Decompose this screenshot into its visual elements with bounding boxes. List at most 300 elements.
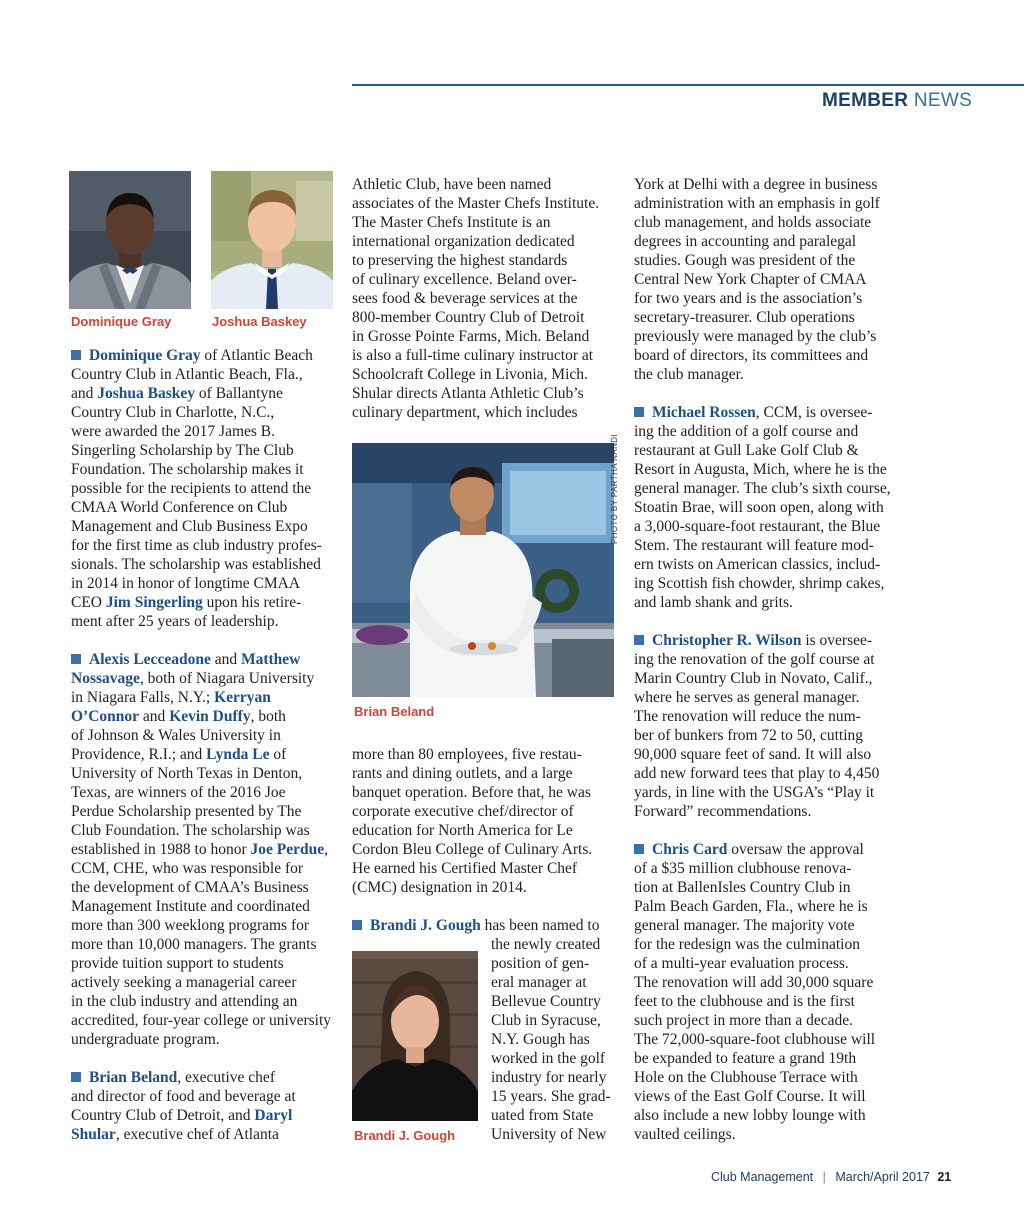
text-run: University of North Texas in Denton, [71,765,303,782]
text-line [634,555,891,574]
text-run: Management Institute and coordinated [71,898,310,915]
text-run: , both of Niagara University [139,670,315,687]
text-line [634,935,875,954]
text-line [71,1106,296,1125]
text-line [634,422,891,441]
footer-publication: Club Management [711,1170,814,1184]
item-brandi-gough-continued [634,175,880,384]
text-line [71,669,331,688]
bullet-square-icon [634,407,644,417]
text-run: worked in the golf [491,1050,606,1067]
text-line [491,954,611,973]
member-name: Lynda Le [206,746,270,763]
text-line [71,460,322,479]
brian-beland-caption: Brian Beland [354,704,435,719]
text-run: be expanded to feature a grand 19th [634,1050,857,1067]
brandi-gough-caption: Brandi J. Gough [354,1128,456,1143]
text-line [71,441,322,460]
footer-issue: March/April 2017 [835,1170,930,1184]
text-run: , both [250,708,286,725]
text-run: 800-member Country Club of Detroit [352,309,585,326]
text-line [634,403,891,422]
text-run: more than 10,000 managers. The grants [71,936,317,953]
page-footer [711,1170,951,1184]
text-run: previously were managed by the club’s [634,328,877,345]
text-run: such project in more than a decade. [634,1012,854,1029]
text-run: yards, in line with the USGA’s “Play it [634,784,875,801]
text-run: and [210,651,241,668]
text-line [352,821,592,840]
text-run: Shular directs Atlanta Athletic Club’s [352,385,584,402]
text-run: restaurant at Gull Lake Golf Club & [634,442,859,459]
text-line [71,422,322,441]
text-run: of [269,746,287,763]
text-run: has been named to [480,917,600,934]
text-line [634,992,875,1011]
text-line [634,479,891,498]
text-run: The Master Chefs Institute is an [352,214,551,231]
text-line [634,213,880,232]
text-run: add new forward tees that play to 4,450 [634,765,880,782]
text-line [352,346,599,365]
member-name: Kevin Duffy [169,708,251,725]
text-line [634,517,891,536]
text-run: , executive chef [177,1069,275,1086]
text-line [634,669,879,688]
text-line [491,973,611,992]
text-run: culinary department, which includes [352,404,578,421]
text-line [71,916,331,935]
text-line [634,536,891,555]
text-run: possible for the recipients to attend the [71,480,312,497]
member-name: Brandi J. Gough [370,917,481,934]
text-run: ing the renovation of the golf course at [634,651,875,668]
text-line [634,460,891,479]
text-line [634,859,875,878]
text-run: degrees in accounting and paralegal [634,233,857,250]
member-name: O’Connor [71,708,140,725]
member-name: Christopher R. Wilson [652,632,802,649]
text-line [71,612,322,631]
text-line [71,992,331,1011]
text-line [634,726,879,745]
text-line [71,593,322,612]
text-line [71,1125,296,1144]
text-line [352,802,592,821]
text-run: oversaw the approval [727,841,864,858]
text-run: of a multi-year evaluation process. [634,955,849,972]
text-line [634,251,880,270]
item-brandi-gough [352,916,599,935]
text-line [491,992,611,1011]
text-line [352,327,599,346]
text-line [71,707,331,726]
text-line [634,802,879,821]
text-line [352,403,599,422]
text-line [634,707,879,726]
text-run: banquet operation. Before that, he was [352,784,591,801]
text-line [634,1011,875,1030]
text-run: York at Delhi with a degree in business [634,176,878,193]
text-line [71,859,331,878]
text-line [634,289,880,308]
text-run: of culinary excellence. Beland over- [352,271,577,288]
text-run: and [139,708,170,725]
bullet-square-icon [71,1072,81,1082]
text-run: ing Scottish fish chowder, shrimp cakes, [634,575,885,592]
item-master-chefs-continued [352,175,599,422]
text-run: established in 1988 to honor [71,841,251,858]
section-header-news: NEWS [913,90,973,111]
text-line [634,631,879,650]
header-rule [352,84,1024,86]
text-run: board of directors, its committees and [634,347,869,364]
text-line [71,1011,331,1030]
text-line [71,897,331,916]
photo-credit: PHOTO BY PARTHA NANDI [610,433,619,544]
text-run: CMAA World Conference on Club [71,499,288,516]
text-line [352,878,592,897]
text-line [352,270,599,289]
text-run: , executive chef of Atlanta [115,1126,279,1143]
text-run: eral manager at [491,974,587,991]
joshua-baskey-photo [211,171,333,309]
text-line [491,935,611,954]
bullet-square-icon [71,654,81,664]
text-line [71,1087,296,1106]
text-run: of a $35 million clubhouse renova- [634,860,852,877]
item-singerling-scholarship [71,346,322,631]
item-master-chefs [71,1068,296,1144]
text-run: provide tuition support to students [71,955,284,972]
text-line [352,384,599,403]
text-line [491,1030,611,1049]
item-brandi-gough-wrap [491,935,611,1144]
text-line [634,783,879,802]
text-run: the newly created [491,936,601,953]
text-line [634,346,880,365]
text-run: education for North America for Le [352,822,573,839]
text-run: general manager. The club’s sixth course, [634,480,891,497]
text-line [634,878,875,897]
text-run: Providence, R.I.; and [71,746,207,763]
item-christopher-wilson [634,631,879,821]
text-run: and lamb shank and grits. [634,594,793,611]
text-run: The renovation will reduce the num- [634,708,861,725]
text-run: Perdue Scholarship presented by The [71,803,302,820]
item-chris-card [634,840,875,1144]
text-run: Management and Club Business Expo [71,518,308,535]
text-line [352,289,599,308]
text-run: the club manager. [634,366,744,383]
text-line [352,783,592,802]
text-line [352,194,599,213]
text-line [634,441,891,460]
text-line [491,1087,611,1106]
text-line [491,1106,611,1125]
text-line [634,764,879,783]
text-run: also include a new lobby lounge with [634,1107,866,1124]
brandi-gough-photo [352,951,478,1121]
member-name: Nossavage [71,670,140,687]
text-run: more than 80 employees, five restau- [352,746,582,763]
text-run: Hole on the Clubhouse Terrace with [634,1069,858,1086]
footer-separator: | [822,1170,826,1184]
text-run: rants and dining outlets, and a large [352,765,573,782]
text-run: international organization dedicated [352,233,575,250]
text-run: He earned his Certified Master Chef [352,860,578,877]
text-line [71,726,331,745]
text-line [71,688,331,707]
text-line [71,479,322,498]
text-run: Foundation. The scholarship makes it [71,461,304,478]
page-number: 21 [937,1170,952,1184]
text-run: University of New [491,1126,607,1143]
text-line [634,1030,875,1049]
text-line [634,916,875,935]
text-line [634,593,891,612]
text-line [71,1068,296,1087]
text-run: general manager. The majority vote [634,917,855,934]
text-line [71,878,331,897]
text-line [71,935,331,954]
text-line [352,745,592,764]
text-line [634,745,879,764]
text-line [71,574,322,593]
text-run: The 72,000-square-foot clubhouse will [634,1031,876,1048]
text-run: Stem. The restaurant will feature mod- [634,537,874,554]
text-run: Club Foundation. The scholarship was [71,822,310,839]
text-run: Texas, are winners of the 2016 Joe [71,784,286,801]
text-run: ern twists on American classics, includ- [634,556,881,573]
text-line [352,308,599,327]
text-line [634,688,879,707]
text-run: CEO [71,594,106,611]
section-header [822,90,972,112]
text-run: upon his retire- [202,594,302,611]
text-run: (CMC) designation in 2014. [352,879,527,896]
text-line [352,175,599,194]
member-name: Brian Beland [89,1069,178,1086]
text-line [634,897,875,916]
text-line [352,859,592,878]
text-line [71,840,331,859]
text-run: vaulted ceilings. [634,1126,736,1143]
text-run: N.Y. Gough has [491,1031,590,1048]
text-run: position of gen- [491,955,590,972]
text-line [71,954,331,973]
text-line [71,783,331,802]
text-run: in Niagara Falls, N.Y.; [71,689,215,706]
text-run: to preserving the highest standards [352,252,568,269]
text-run: actively seeking a managerial career [71,974,297,991]
text-line [71,764,331,783]
text-run: associates of the Master Chefs Institute. [352,195,600,212]
text-line [71,384,322,403]
text-run: , [324,841,329,858]
text-run: in 2014 in honor of longtime CMAA [71,575,301,592]
text-run: is oversee- [801,632,873,649]
text-run: tion at BallenIsles Country Club in [634,879,851,896]
text-run: industry for nearly [491,1069,607,1086]
text-line [71,821,331,840]
text-line [352,213,599,232]
brian-beland-photo [352,443,614,697]
text-line [71,802,331,821]
text-run: undergraduate program. [71,1031,220,1048]
dominique-gray-caption: Dominique Gray [71,314,172,329]
text-line [491,1011,611,1030]
text-line [634,1087,875,1106]
member-name: Joshua Baskey [97,385,196,402]
text-line [352,365,599,384]
item-master-chefs-continued-2 [352,745,592,897]
text-run: where he serves as general manager. [634,689,860,706]
text-line [71,536,322,555]
text-run: The renovation will add 30,000 square [634,974,874,991]
text-line [634,175,880,194]
text-line [352,916,599,935]
text-line [491,1049,611,1068]
text-line [634,308,880,327]
member-name: Chris Card [652,841,728,858]
member-name: Dominique Gray [89,347,201,364]
text-run: Club in Syracuse, [491,1012,601,1029]
text-run: of Atlantic Beach [200,347,313,364]
member-name: Daryl [254,1107,293,1124]
dominique-gray-portrait-image [69,171,191,309]
brian-beland-kitchen-image [352,443,614,697]
text-run: were awarded the 2017 James B. [71,423,276,440]
text-run: 15 years. She grad- [491,1088,611,1105]
text-line [71,650,331,669]
text-run: club management, and holds associate [634,214,872,231]
text-line [71,745,331,764]
bullet-square-icon [634,844,644,854]
item-perdue-scholarship [71,650,331,1049]
text-line [634,232,880,251]
text-run: for the redesign was the culmination [634,936,860,953]
text-run: Singerling Scholarship by The Club [71,442,294,459]
text-run: is also a full-time culinary instructor at [352,347,594,364]
text-line [634,365,880,384]
text-run: Bellevue Country [491,993,601,1010]
section-header-member: MEMBER [822,90,909,111]
text-run: studies. Gough was president of the [634,252,856,269]
text-run: a 3,000-square-foot restaurant, the Blue [634,518,881,535]
member-name: Joe Perdue [250,841,325,858]
text-line [71,403,322,422]
text-run: corporate executive chef/director of [352,803,574,820]
text-line [634,954,875,973]
joshua-baskey-portrait-image [211,171,333,309]
text-run: Schoolcraft College in Livonia, Mich. [352,366,588,383]
member-name: Jim Singerling [105,594,203,611]
text-run: 90,000 square feet of sand. It will also [634,746,872,763]
bullet-square-icon [71,350,81,360]
brandi-gough-portrait-image [352,951,478,1121]
text-run: sionals. The scholarship was established [71,556,321,573]
text-run: Cordon Bleu College of Culinary Arts. [352,841,593,858]
text-line [71,365,322,384]
dominique-gray-photo [69,171,191,309]
text-line [634,1068,875,1087]
text-run: Stoatin Brae, will soon open, along with [634,499,884,516]
text-run: and [71,385,98,402]
text-run: CCM, CHE, who was responsible for [71,860,304,877]
text-line [71,1030,331,1049]
text-line [71,498,322,517]
text-run: for the first time as club industry profes- [71,537,322,554]
text-run: and director of food and beverage at [71,1088,296,1105]
text-run: administration with an emphasis in golf [634,195,880,212]
text-run: sees food & beverage services at the [352,290,578,307]
text-run: more than 300 weeklong programs for [71,917,310,934]
text-line [491,1068,611,1087]
text-run: Country Club in Atlantic Beach, Fla., [71,366,303,383]
text-line [634,498,891,517]
text-line [71,973,331,992]
text-run: Marin Country Club in Novato, Calif., [634,670,873,687]
text-line [634,650,879,669]
text-run: ing the addition of a golf course and [634,423,859,440]
joshua-baskey-caption: Joshua Baskey [212,314,307,329]
text-line [352,764,592,783]
text-line [634,194,880,213]
text-line [71,346,322,365]
text-run: feet to the clubhouse and is the first [634,993,855,1010]
member-name: Kerryan [214,689,271,706]
text-line [352,251,599,270]
text-run: uated from State [491,1107,594,1124]
item-michael-rossen [634,403,891,612]
text-run: accredited, four-year college or university [71,1012,332,1029]
text-run: , CCM, is oversee- [755,404,873,421]
member-name: Michael Rossen [652,404,756,421]
text-run: for two years and is the association’s [634,290,863,307]
member-name: Alexis Lecceadone [89,651,211,668]
text-run: of Johnson & Wales University in [71,727,281,744]
text-run: secretary-treasurer. Club operations [634,309,855,326]
text-run: in Grosse Pointe Farms, Mich. Beland [352,328,590,345]
bullet-square-icon [634,635,644,645]
text-line [634,1106,875,1125]
text-line [634,270,880,289]
text-line [634,1049,875,1068]
text-line [71,555,322,574]
text-line [634,574,891,593]
text-run: ment after 25 years of leadership. [71,613,279,630]
text-line [71,517,322,536]
text-run: Palm Beach Garden, Fla., where he is [634,898,868,915]
text-run: Forward” recommendations. [634,803,812,820]
text-line [634,327,880,346]
text-run: Central New York Chapter of CMAA [634,271,867,288]
text-line [491,1125,611,1144]
member-name: Shular [71,1126,116,1143]
text-run: Resort in Augusta, Mich, where he is the [634,461,887,478]
text-run: of Ballantyne [195,385,283,402]
text-run: the development of CMAA’s Business [71,879,309,896]
member-name: Matthew [240,651,301,668]
text-run: in the club industry and attending an [71,993,298,1010]
text-line [634,973,875,992]
text-run: Country Club in Charlotte, N.C., [71,404,275,421]
text-run: Country Club of Detroit, and [71,1107,255,1124]
text-run: Athletic Club, have been named [352,176,552,193]
text-run: views of the East Golf Course. It will [634,1088,866,1105]
text-line [634,840,875,859]
